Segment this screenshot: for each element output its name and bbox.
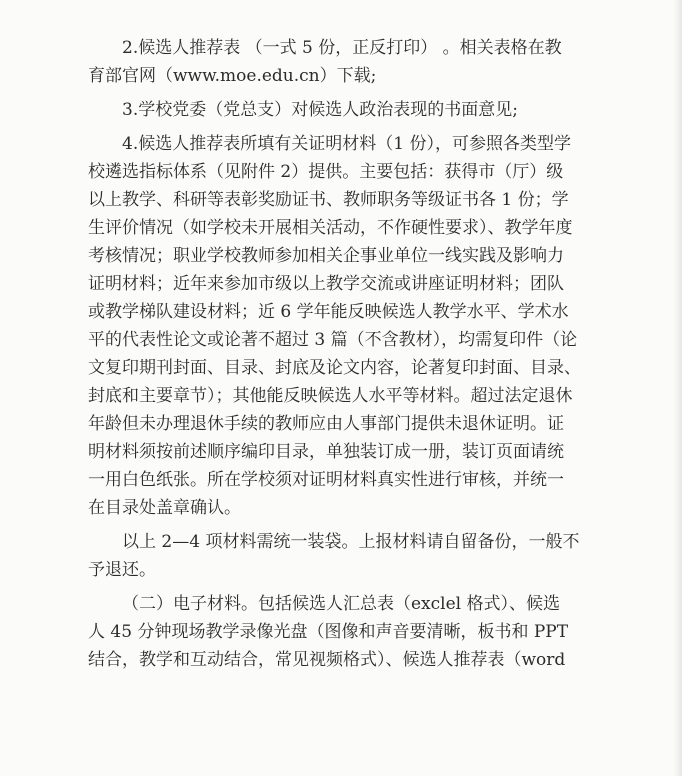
text-line: 在目录处盖章确认。	[88, 498, 241, 518]
text-line: 2.候选人推荐表 （一式 5 份，正反打印） 。相关表格在教	[122, 38, 562, 58]
text-line: 育部官网（www.moe.edu.cn）下载;	[88, 66, 377, 86]
text-line: 3.学校党委（党总支）对候选人政治表现的书面意见;	[122, 100, 518, 120]
paragraph-summary	[88, 528, 608, 584]
text-line: 证明材料；近年来参加市级以上教学交流或讲座证明材料；团队	[88, 274, 564, 294]
text-line: 文复印期刊封面、目录、封底及论文内容，论著复印封面、目录、	[88, 358, 581, 378]
text-line: （二）电子材料。包括候选人汇总表（exclel 格式）、候选	[122, 594, 561, 614]
page-edge-shadow	[673, 0, 682, 776]
text-line: 明材料须按前述顺序编印目录，单独装订成一册，装订页面请统	[88, 442, 564, 462]
text-line: 生评价情况（如学校未开展相关活动，不作硬性要求）、教学年度	[88, 218, 573, 238]
text-line: 考核情况；职业学校教师参加相关企事业单位一线实践及影响力	[88, 246, 564, 266]
text-line: 以上 2—4 项材料需统一装袋。上报材料请自留备份，一般不	[122, 532, 580, 552]
paragraph-item-3	[88, 96, 608, 124]
text-line: 予退还。	[88, 560, 156, 580]
text-line: 校遴选指标体系（见附件 2）提供。主要包括：获得市（厅）级	[88, 162, 564, 182]
text-line: 4.候选人推荐表所填有关证明材料（1 份），可参照各类型学	[122, 134, 571, 154]
paragraph-electronic-materials	[88, 590, 608, 674]
text-line: 年龄但未办理退休手续的教师应由人事部门提供未退休证明。证	[88, 414, 564, 434]
text-line: 人 45 分钟现场教学录像光盘（图像和声音要清晰，板书和 PPT	[88, 622, 569, 642]
paragraph-item-4	[88, 130, 608, 522]
paragraph-item-2	[88, 34, 608, 90]
document-body	[88, 34, 608, 680]
text-line: 一用白色纸张。所在学校须对证明材料真实性进行审核，并统一	[88, 470, 564, 490]
text-line: 封底和主要章节）；其他能反映候选人水平等材料。超过法定退休	[88, 386, 573, 406]
text-line: 以上教学、科研等表彰奖励证书、教师职务等级证书各 1 份；学	[88, 190, 569, 210]
text-line: 平的代表性论文或论著不超过 3 篇（不含教材），均需复印件（论	[88, 330, 578, 350]
text-line: 结合，教学和互动结合，常见视频格式）、候选人推荐表（word	[88, 650, 566, 670]
text-line: 或教学梯队建设材料；近 6 学年能反映候选人教学水平、学术水	[88, 302, 569, 322]
